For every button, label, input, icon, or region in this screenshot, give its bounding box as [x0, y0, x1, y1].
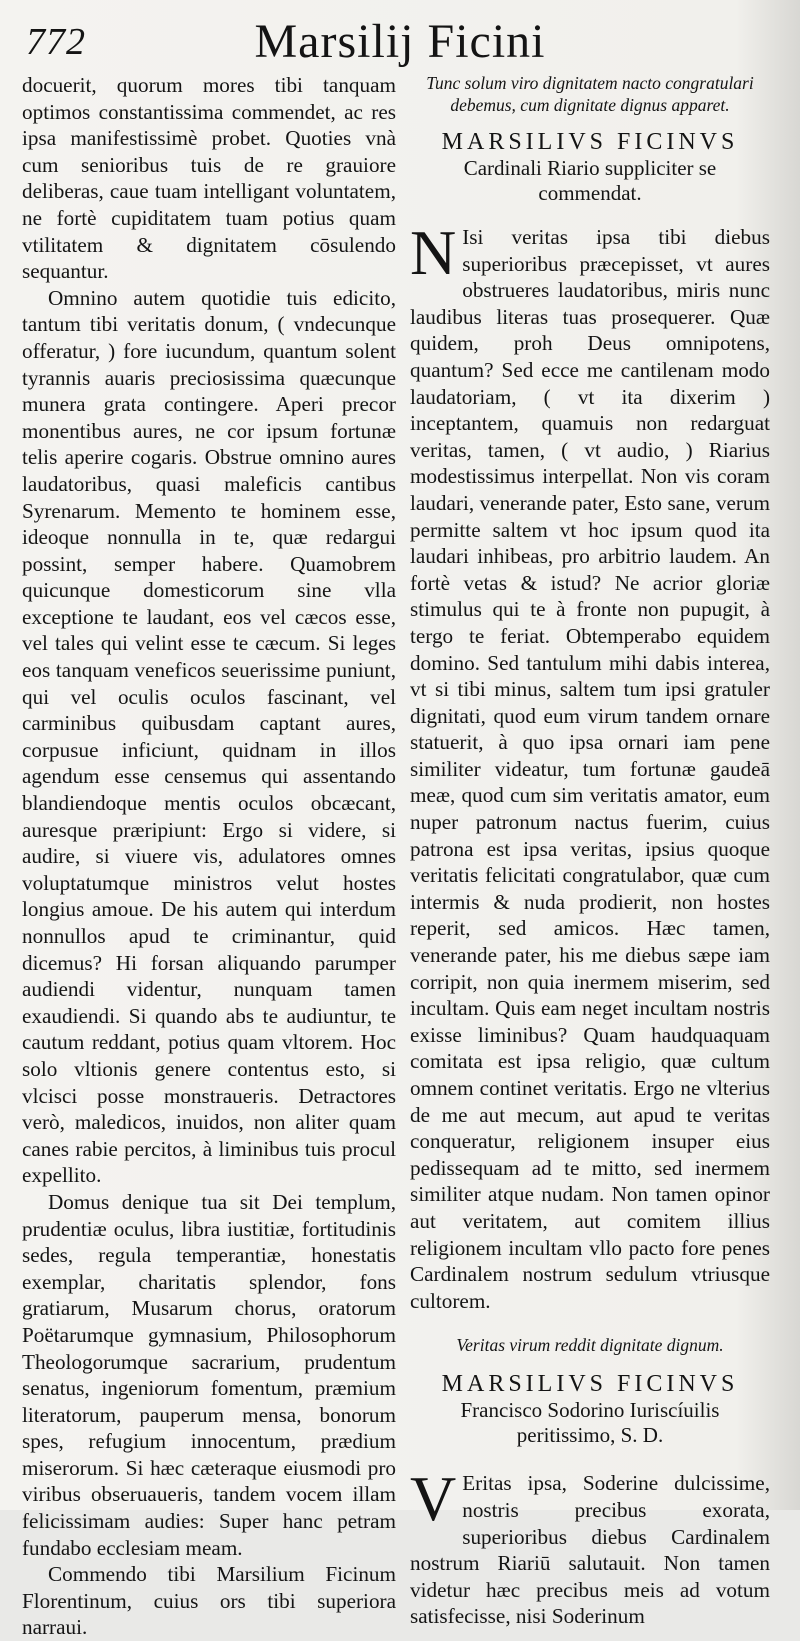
paragraph: docuerit, quorum mores tibi tanquam optimos constantissima commendet, ac res ipsa manifestissimè probet. Quoties vnà cum senioribus tuis de re grauiore deliberas, caue tuam intelligant voluntatem, ne fortè cupiditatem tuam potius quam vtilitatem & dignitatem cōsulendo sequantur.: [22, 73, 396, 284]
letter-body: [410, 217, 770, 1314]
sentence-heading: Veritas virum reddit dignitate dignum.: [456, 1335, 724, 1356]
letter-body: [410, 1463, 770, 1630]
right-column: [410, 72, 770, 1630]
paragraph: Domus denique tua sit Dei templum, prudentiæ oculus, libra iustitiæ, fortitudinis sedes, regula temperantiæ, honestatis exemplar, charitatis splendor, fons gratiarum, Musarum chorus, oratorum Poëtarumque gymnasium, Philosophorum Theologorumque sacrarium, prudentum senatus, ingeniorum fomentum, præmium literatorum, pauperum mensa, bonorum spes, refugium innocentum, prædium miserorum. Si hæc cæteraque eiusmodi pro viribus obseruaueris, tandem vocem illam felicissimam audies: Super hanc petram fundabo ecclesiam meam.: [22, 1189, 396, 1560]
letter-heading: [410, 1370, 770, 1448]
left-column: [22, 72, 396, 1641]
letter-sender: MARSILIVS FICINVS: [441, 1371, 739, 1398]
running-title: Marsilij Ficini: [254, 15, 546, 68]
letter-sender: MARSILIVS FICINVS: [441, 129, 739, 155]
paragraph: Commendo tibi Marsilium Ficinum Florentinum, cuius ors tibi superiora narraui.: [22, 1562, 396, 1640]
sentence-heading: Tunc solum viro dignitatem nacto congratulari debemus, cum dignitate dignus apparet.: [426, 73, 754, 115]
page-header: [0, 6, 800, 72]
drop-cap: N: [410, 217, 457, 288]
letter-recipient: Cardinali Riario suppliciter se commendat.: [463, 156, 717, 205]
page-number: 772: [26, 21, 86, 63]
letter-recipient: Francisco Sodorino Iuriscíuilis peritissimo, S. D.: [460, 1398, 720, 1448]
letter-body-text: Isi veritas ipsa tibi diebus superioribus præcepisset, vt aures obstrueres laudatoribus, miris nunc laudibus literas tuas prosequerer. Quæ quidem, proh Deus omnipotens, quantum? Sed ecce me cantilenam modo laudatoriam, ( vt ita dixerim ) inceptantem, quamuis non redarguat veritas, tamen, ( vt audio, ) Riarius modestissimus interpellat. Non vis coram laudari, venerande pater, Esto sane, verum permitte saltem vt hoc ipsum quod ita laudari inhibeas, pro arbitrio laudem. An fortè vetas & istud? Ne acrior gloriæ stimulus qui te à fronte non pupugit, à tergo te feriat. Obtemperabo equidem domino. Sed tantulum mihi dabis interea, vt si tibi minus, saltem tum ipsi gratuler dignitati, quod eum virum tandem ornare statuerit, à quo ipsa ornari iam pene similiter videatur, tum fortunæ gaudeā meæ, quod cum sim veritatis amator, eum nuper patronum nactus fuerim, cuius patrona est ipsa veritas, ipsius quoque veritatis felicitati congratulabor, quæ cum intermis & nuda prodierit, non hostes reperit, sed amicos. Hæc tamen, venerande pater, his me diebus sæpe iam corripit, non quia inermem miserim, sed incultam. Quis eam neget incultam nostris exisse liminibus? Quam haudquaquam comitata est ipsa religio, quæ cultum omnem continet veritatis. Ergo ne vlterius de me aut mecum, aut apud te veritas conqueratur, religionem insuper eius pedissequam ad te mitto, sed inermem similiter atque nudam. Non tamen opinor aut veritatem, aut comitem illius religionem incultam vllo pacto fore penes Cardinalem nostrum sedulum vtriusque cultorem.: [410, 225, 770, 1313]
letter-body-text: Eritas ipsa, Soderine dulcissime, nostris precibus exorata, superioribus diebus Cardinalem nostrum Riariū salutauit. Non tamen videtur hæc precibus meis ad votum satisfecisse, nisi Soderinum: [410, 1471, 770, 1629]
paragraph: Omnino autem quotidie tuis edicito, tantum tibi veritatis donum, ( vndecunque offeratur, ) fore iucundum, quantum solent tyrannis auaris preciosissima quæcunque munera grata contingere. Aperi precor monentibus aures, ne cor ipsum fortunæ telis aperire cogaris. Obstrue omnino aures laudatoribus, quasi maleficis cantibus Syrenarum. Memento te hominem esse, ideoque nonnulla in te, quæ redargui possint, semper habere. Quamobrem quicunque domesticorum sine vlla exceptione te laudant, eos vel cæcos esse, vel tales qui velint esse te cæcum. Si leges eos tanquam veneficos seuerissime puniunt, qui vel oculis oculos fascinant, vel carminibus quibusdam captant aures, corpusue inficiunt, quidnam in illos agendum esse censemus qui assentando blandiendoque mentis oculos obcæcant, auresque præripiunt: Ergo si videre, si audire, si viuere vis, adulatores omnes voluptatumque ministros velut hostes longius amoue. De his autem qui interdum nonnullos apud te criminantur, quid dicemus? Hi forsan aliquando parumper audiendi videntur, nunquam tamen exaudiendi. Si quando abs te audiuntur, te cautum reddant, potius quam vltorem. Hoc solo vltionis genere contentus esto, si vlcisci posse monstraueris. Detractores verò, maledicos, inuidos, non aliter quam canes rabie percitos, à liminibus tuis procul expellito.: [22, 285, 396, 1188]
letter-heading: [410, 128, 770, 206]
drop-cap: V: [410, 1463, 457, 1535]
